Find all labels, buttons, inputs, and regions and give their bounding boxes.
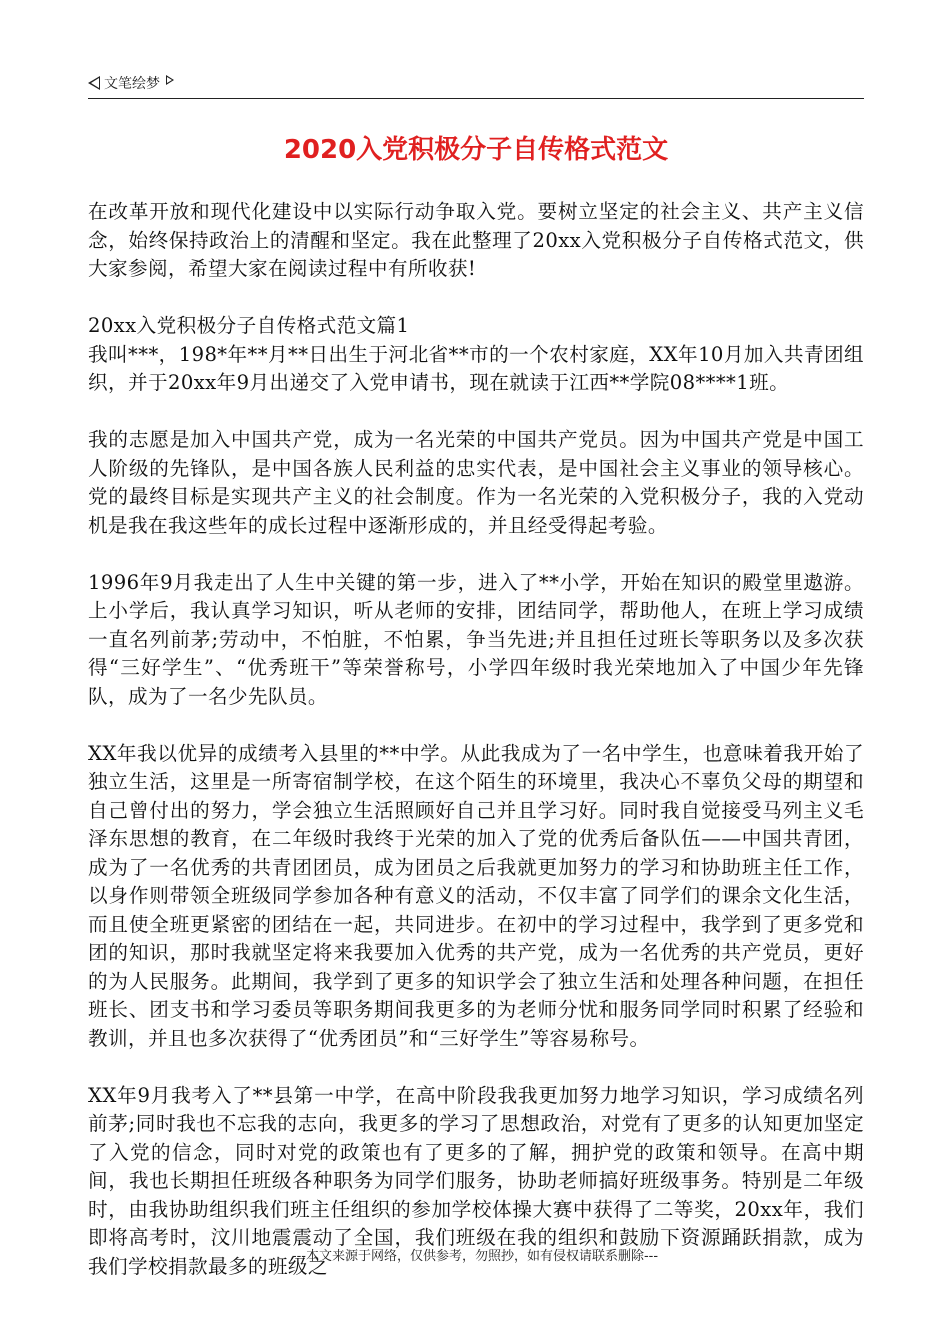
triangle-right-icon [166,75,174,85]
page-header [88,74,864,98]
triangle-left-icon [88,76,100,90]
paragraph-5: XX年9月我考入了**县第一中学，在高中阶段我我更加努力地学习知识，学习成绩名列前茅;同时我也不忘我的志向，我更多的学习了思想政治，对党有了更多的认知更加坚定了入党的信念，同时对党的政策也有了更多的了解，拥护党的政策和领导。在高中期间，我也长期担任班级各种职务为同学们服务，协助老师搞好班级事务。特别是二年级时，由我协助组织我们班主任组织的参加学校体操大赛中获得了二等奖，20xx年，我们即将高考时，汶川地震震动了全国，我们班级在我的组织和鼓励下资源踊跃捐款，成为我们学校捐款最多的班级之 [88,1083,864,1278]
document-body [88,198,864,1310]
header-divider [88,98,864,99]
document-title: 2020入党积极分子自传格式范文 [283,135,669,165]
page-footer: ---本文来源于网络，仅供参考，勿照抄，如有侵权请联系删除--- [291,1249,659,1264]
section-heading: 20xx入党积极分子自传格式范文篇1 [88,314,410,337]
paragraph-1: 我叫***，198*年**月**日出生于河北省**市的一个农村家庭，XX年10月加入共青团组织，并于20xx年9月出递交了入党申请书，现在就读于江西**学院08****1班。 [88,342,864,394]
paragraph-4: XX年我以优异的成绩考入县里的**中学。从此我成为了一名中学生，也意味着我开始了独立生活，这里是一所寄宿制学校，在这个陌生的环境里，我决心不辜负父母的期望和自己曾付出的努力，学会独立生活照顾好自己并且学习好。同时我自觉接受马列主义毛泽东思想的教育，在二年级时我终于光荣的加入了党的优秀后备队伍——中国共青团，成为了一名优秀的共青团团员，成为团员之后我就更加努力的学习和协助班主任工作，以身作则带领全班级同学参加各种有意义的活动，不仅丰富了同学们的课余文化生活，而且使全班更紧密的团结在一起，共同进步。在初中的学习过程中，我学到了更多党和团的知识，那时我就坚定将来我要加入优秀的共产党，成为一名优秀的共产党员，更好的为人民服务。此期间，我学到了更多的知识学会了独立生活和处理各种问题，在担任班长、团支书和学习委员等职务期间我更多的为老师分忧和服务同学同时积累了经验和教训，并且也多次获得了“优秀团员”和“三好学生”等容易称号。 [88,741,864,1050]
header-brand: 文笔绘梦 [104,76,160,92]
paragraph-2: 我的志愿是加入中国共产党，成为一名光荣的中国共产党员。因为中国共产党是中国工人阶级的先锋队，是中国各族人民利益的忠实代表，是中国社会主义事业的领导核心。党的最终目标是实现共产主义的社会制度。作为一名光荣的入党积极分子，我的入党动机是我在我这些年的成长过程中逐渐形成的，并且经受得起考验。 [88,428,864,537]
paragraph-intro: 在改革开放和现代化建设中以实际行动争取入党。要树立坚定的社会主义、共产主义信念，始终保持政治上的清醒和坚定。我在此整理了20xx入党积极分子自传格式范文，供大家参阅，希望大家在阅读过程中有所收获! [88,200,864,280]
paragraph-3: 1996年9月我走出了人生中关键的第一步，进入了**小学，开始在知识的殿堂里遨游。上小学后，我认真学习知识，听从老师的安排，团结同学，帮助他人，在班上学习成绩一直名列前茅;劳动中，不怕脏，不怕累，争当先进;并且担任过班长等职务以及多次获得“三好学生”、“优秀班干”等荣誉称号，小学四年级时我光荣地加入了中国少年先锋队，成为了一名少先队员。 [88,570,864,708]
